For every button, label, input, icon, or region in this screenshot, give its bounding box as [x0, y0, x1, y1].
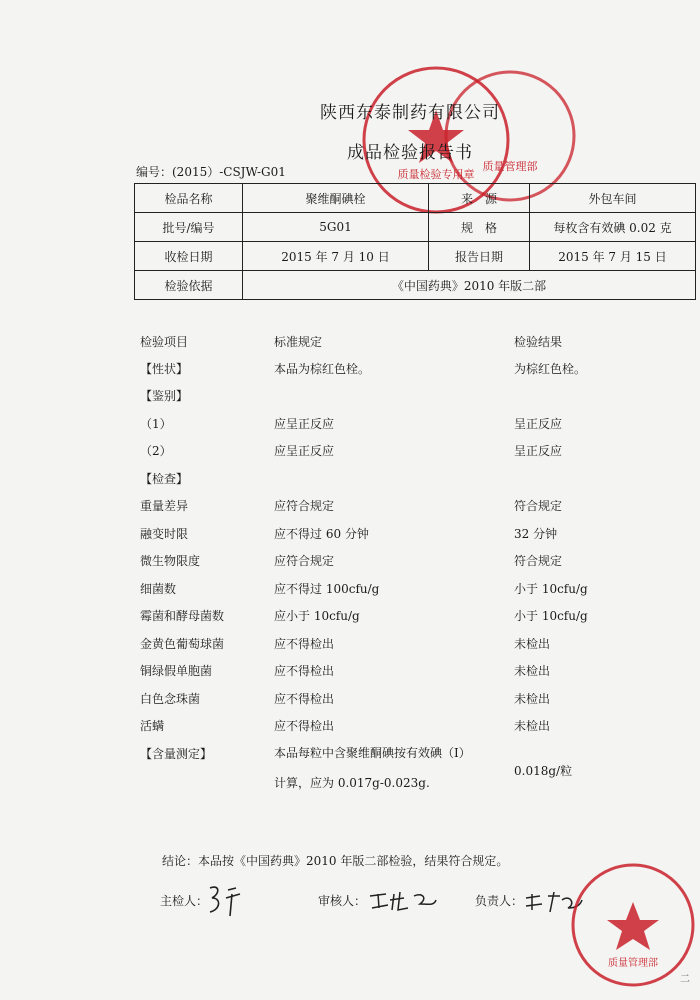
table-row — [0, 387, 700, 407]
value-received: 2015 年 7 月 10 日 — [243, 242, 429, 271]
table-row — [0, 607, 700, 627]
assay-standard-line1: 本品每粒中含聚维酮碘按有效碘（I） — [274, 746, 471, 760]
row-standard: 应符合规定 — [274, 499, 335, 513]
value-source: 外包车间 — [530, 184, 696, 213]
row-item: 霉菌和酵母菌数 — [140, 609, 225, 623]
row-item: （2） — [140, 444, 172, 458]
table-row — [0, 717, 700, 737]
row-standard: 应不得检出 — [274, 664, 335, 678]
row-result: 呈正反应 — [514, 444, 563, 458]
bottom-seal-sub: 质量管理部 — [608, 958, 658, 969]
document-number: 编号：(2015）-CSJW-G01 — [136, 165, 286, 179]
label-batch: 批号/编号 — [135, 213, 243, 242]
row-standard: 应不得过 60 分钟 — [274, 527, 369, 541]
label-basis: 检验依据 — [135, 271, 243, 300]
results-header — [0, 333, 700, 353]
value-batch: 5G01 — [243, 213, 429, 242]
value-basis: 《中国药典》2010 年版二部 — [243, 271, 696, 300]
assay-item: 【含量测定】 — [140, 747, 213, 761]
table-row — [0, 470, 700, 490]
row-standard: 应不得检出 — [274, 637, 335, 651]
row-result: 未检出 — [514, 664, 551, 678]
conclusion: 结论：本品按《中国药典》2010 年版二部检验，结果符合规定。 — [162, 854, 509, 868]
label-received: 收检日期 — [135, 242, 243, 271]
table-row — [0, 525, 700, 545]
row-item: （1） — [140, 417, 172, 431]
table-row — [0, 635, 700, 655]
row-result: 符合规定 — [514, 554, 563, 568]
row-item: 白色念珠菌 — [140, 692, 201, 706]
label-source: 来 源 — [429, 184, 530, 213]
info-row — [135, 184, 696, 213]
table-row — [0, 360, 700, 380]
row-standard: 应符合规定 — [274, 554, 335, 568]
row-item: 【检查】 — [140, 472, 189, 486]
responsible-label: 负责人： — [475, 894, 524, 908]
table-row — [0, 662, 700, 682]
assay-standard-line2: 计算，应为 0.017g-0.023g. — [274, 776, 430, 790]
assay-result: 0.018g/粒 — [514, 764, 573, 778]
row-standard: 应呈正反应 — [274, 444, 335, 458]
row-item: 活螨 — [140, 719, 165, 733]
row-result: 未检出 — [514, 637, 551, 651]
table-row — [0, 415, 700, 435]
value-product: 聚维酮碘栓 — [243, 184, 429, 213]
value-report-date: 2015 年 7 月 15 日 — [530, 242, 696, 271]
header-item: 检验项目 — [140, 335, 189, 349]
row-item: 【性状】 — [140, 362, 189, 376]
row-standard: 应不得过 100cfu/g — [274, 582, 380, 596]
inspector-signature — [206, 880, 246, 920]
row-result: 呈正反应 — [514, 417, 563, 431]
row-item: 金黄色葡萄球菌 — [140, 637, 225, 651]
table-row — [0, 552, 700, 572]
report-title: 成品检验报告书 — [347, 143, 473, 163]
row-result: 未检出 — [514, 719, 551, 733]
table-row — [0, 690, 700, 710]
row-result: 符合规定 — [514, 499, 563, 513]
assay-result-row — [0, 762, 700, 782]
row-result: 小于 10cfu/g — [514, 582, 588, 596]
company-name: 陕西东泰制药有限公司 — [320, 103, 500, 123]
row-item: 重量差异 — [140, 499, 189, 513]
info-table — [134, 183, 696, 300]
row-item: 微生物限度 — [140, 554, 201, 568]
row-standard: 应不得检出 — [274, 719, 335, 733]
row-result: 为棕红色栓。 — [514, 362, 587, 376]
info-row — [135, 271, 696, 300]
row-item: 【鉴别】 — [140, 389, 189, 403]
value-spec: 每枚含有效碘 0.02 克 — [530, 213, 696, 242]
seal-right-sub: 质量管理部 — [482, 160, 538, 173]
corner-mark: 二 — [680, 974, 690, 985]
header-standard: 标准规定 — [274, 335, 323, 349]
reviewer-label: 审核人： — [318, 894, 367, 908]
table-row — [0, 580, 700, 600]
label-report-date: 报告日期 — [429, 242, 530, 271]
info-row — [135, 242, 696, 271]
inspector-label: 主检人： — [160, 894, 209, 908]
label-spec: 规 格 — [429, 213, 530, 242]
info-row — [135, 213, 696, 242]
seal-left-sub: 质量检验专用章 — [397, 168, 475, 181]
label-product: 检品名称 — [135, 184, 243, 213]
row-result: 未检出 — [514, 692, 551, 706]
row-standard: 应小于 10cfu/g — [274, 609, 360, 623]
row-item: 细菌数 — [140, 582, 177, 596]
row-standard: 应不得检出 — [274, 692, 335, 706]
table-row — [0, 497, 700, 517]
row-result: 32 分钟 — [514, 527, 558, 541]
row-standard: 本品为棕红色栓。 — [274, 362, 371, 376]
row-standard: 应呈正反应 — [274, 417, 335, 431]
row-result: 小于 10cfu/g — [514, 609, 588, 623]
row-item: 融变时限 — [140, 527, 189, 541]
reviewer-signature — [368, 888, 438, 914]
table-row — [0, 442, 700, 462]
row-item: 铜绿假单胞菌 — [140, 664, 213, 678]
header-result: 检验结果 — [514, 335, 563, 349]
